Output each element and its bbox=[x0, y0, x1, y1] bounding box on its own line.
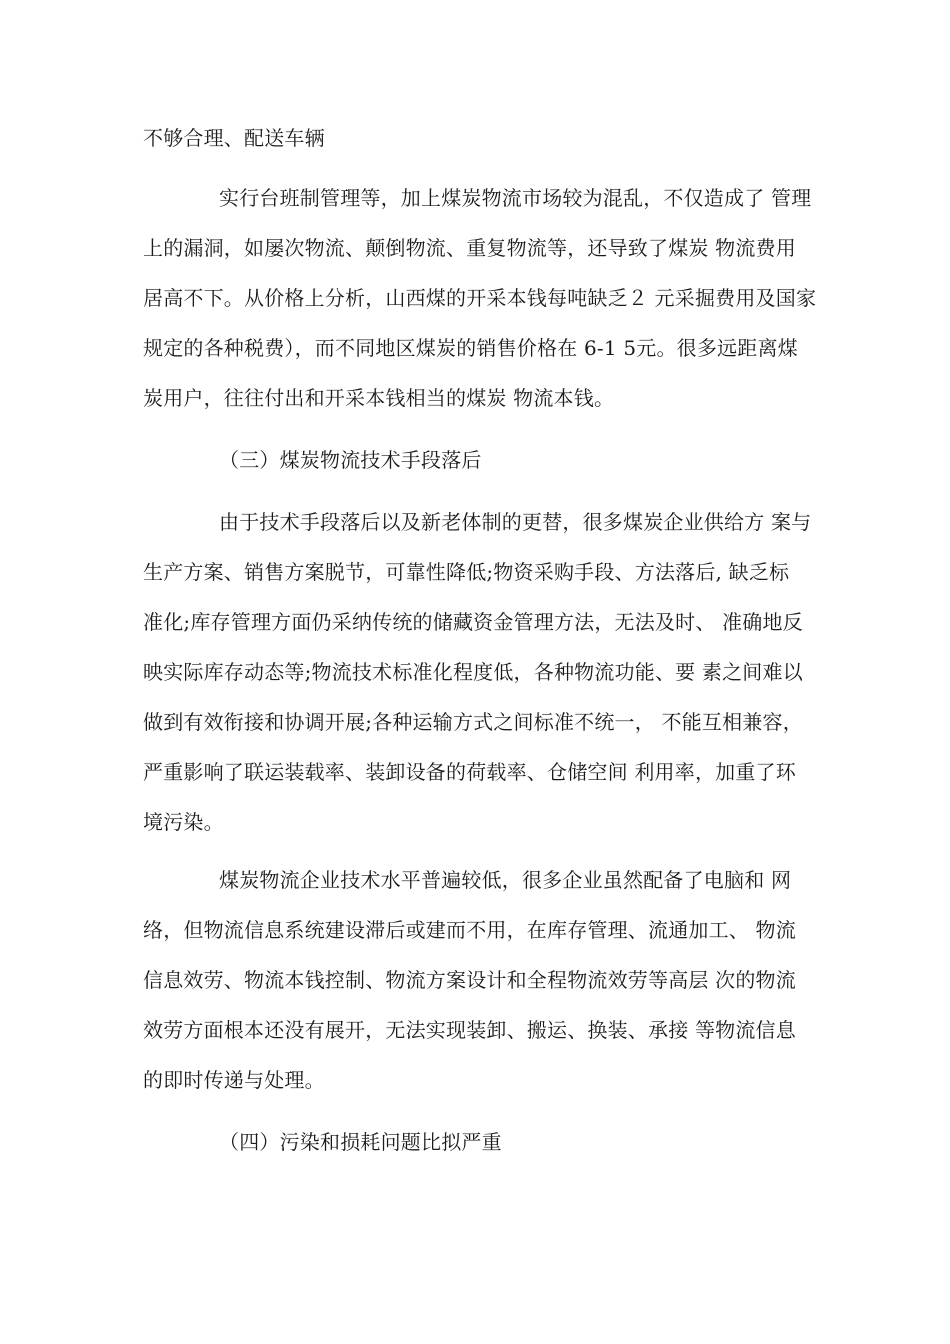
text-line: 不够合理、配送车辆 bbox=[143, 126, 325, 150]
text-line: 效劳方面根本还没有展开，无法实现装卸、搬运、换装、承接 等物流信息 bbox=[143, 1018, 796, 1042]
text-line: 信息效劳、物流本钱控制、物流方案设计和全程物流效劳等高层 次的物流 bbox=[143, 968, 796, 992]
text-line: 煤炭物流企业技术水平普遍较低，很多企业虽然配备了电脑和 网 bbox=[219, 868, 792, 892]
text-line: 规定的各种税费），而不同地区煤炭的销售价格在 6-1 5元。很多远距离煤 bbox=[143, 336, 798, 360]
text-line: 的即时传递与处理。 bbox=[143, 1068, 325, 1092]
text-line: 居高不下。从价格上分析，山西煤的开采本钱每吨缺乏２ 元采掘费用及国家 bbox=[143, 286, 817, 310]
text-line: 做到有效衔接和协调开展;各种运输方式之间标准不统一， 不能互相兼容， bbox=[143, 710, 803, 734]
text-line: 上的漏洞，如屡次物流、颠倒物流、重复物流等，还导致了煤炭 物流费用 bbox=[143, 236, 796, 260]
text-line: 由于技术手段落后以及新老体制的更替，很多煤炭企业供给方 案与 bbox=[219, 510, 812, 534]
text-line: 境污染。 bbox=[143, 810, 224, 834]
text-line: 生产方案、销售方案脱节，可靠性降低;物资采购手段、方法落后, 缺乏标 bbox=[143, 560, 790, 584]
text-line: 映实际库存动态等;物流技术标准化程度低，各种物流功能、要 素之间难以 bbox=[143, 660, 803, 684]
text-line: 实行台班制管理等，加上煤炭物流市场较为混乱，不仅造成了 管理 bbox=[219, 186, 812, 210]
text-line: 严重影响了联运装载率、装卸设备的荷载率、仓储空间 利用率，加重了环 bbox=[143, 760, 796, 784]
text-line: 炭用户，往往付出和开采本钱相当的煤炭 物流本钱。 bbox=[143, 386, 615, 410]
section-heading: （四）污染和损耗问题比拟严重 bbox=[219, 1130, 502, 1154]
text-line: 络，但物流信息系统建设滞后或建而不用，在库存管理、流通加工、 物流 bbox=[143, 918, 796, 942]
text-line: 准化;库存管理方面仍采纳传统的储藏资金管理方法，无法及时、 准确地反 bbox=[143, 610, 803, 634]
section-heading: （三）煤炭物流技术手段落后 bbox=[219, 448, 482, 472]
